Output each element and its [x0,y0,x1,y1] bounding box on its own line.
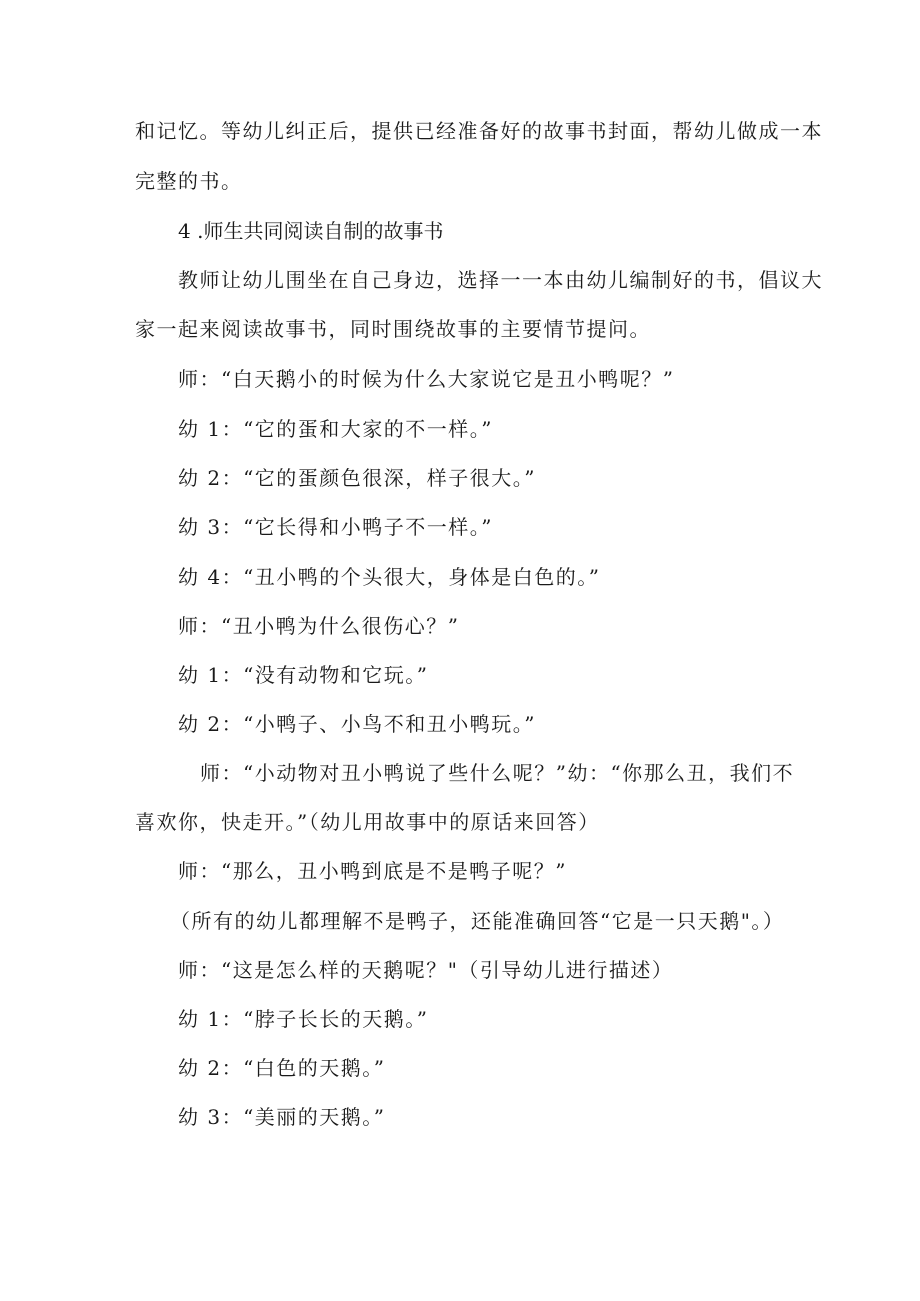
dialogue-line: 幼 1：“没有动物和它玩。” [178,663,429,687]
paragraph-line: 教师让幼儿围坐在自己身边，选择一一本由幼儿编制好的书，倡议大 [178,268,823,292]
dialogue-line: 喜欢你，快走开。”（幼儿用故事中的原话来回答） [135,810,600,834]
dialogue-line: 师：“小动物对丑小鸭说了些什么呢？”幼：“你那么丑，我们不 [200,761,795,785]
dialogue-line: 幼 4：“丑小鸭的个头很大，身体是白色的。” [178,565,601,589]
dialogue-line: 幼 2：“白色的天鹅。” [178,1056,386,1080]
dialogue-line: 幼 2：“小鸭子、小鸟不和丑小鸭玩。” [178,712,537,736]
dialogue-line: 师：“那么，丑小鸭到底是不是鸭子呢？” [178,859,567,883]
paragraph-continuation-line-1: 和记忆。等幼儿纠正后，提供已经准备好的故事书封面，帮幼儿做成一本 [135,119,823,143]
dialogue-line: 幼 2：“它的蛋颜色很深，样子很大。” [178,466,537,490]
section-heading: 4 .师生共同阅读自制的故事书 [178,219,444,243]
dialogue-line: 幼 1：“脖子长长的天鹅。” [178,1007,429,1031]
dialogue-line: 幼 1：“它的蛋和大家的不一样。” [178,417,494,441]
dialogue-line: 师：“白天鹅小的时候为什么大家说它是丑小鸭呢？” [178,367,675,391]
paragraph-line: 家一起来阅读故事书，同时围绕故事的主要情节提问。 [135,317,651,341]
dialogue-line: 师：“丑小鸭为什么很伤心？” [178,614,460,638]
dialogue-line: 师：“这是怎么样的天鹅呢？"（引导幼儿进行描述） [178,958,674,982]
paragraph-continuation-line-2: 完整的书。 [135,169,243,193]
dialogue-line: 幼 3：“美丽的天鹅。” [178,1105,386,1129]
dialogue-line: 幼 3：“它长得和小鸭子不一样。” [178,515,494,539]
dialogue-note-line: （所有的幼儿都理解不是鸭子，还能准确回答“它是一只天鹅"。） [170,909,785,933]
